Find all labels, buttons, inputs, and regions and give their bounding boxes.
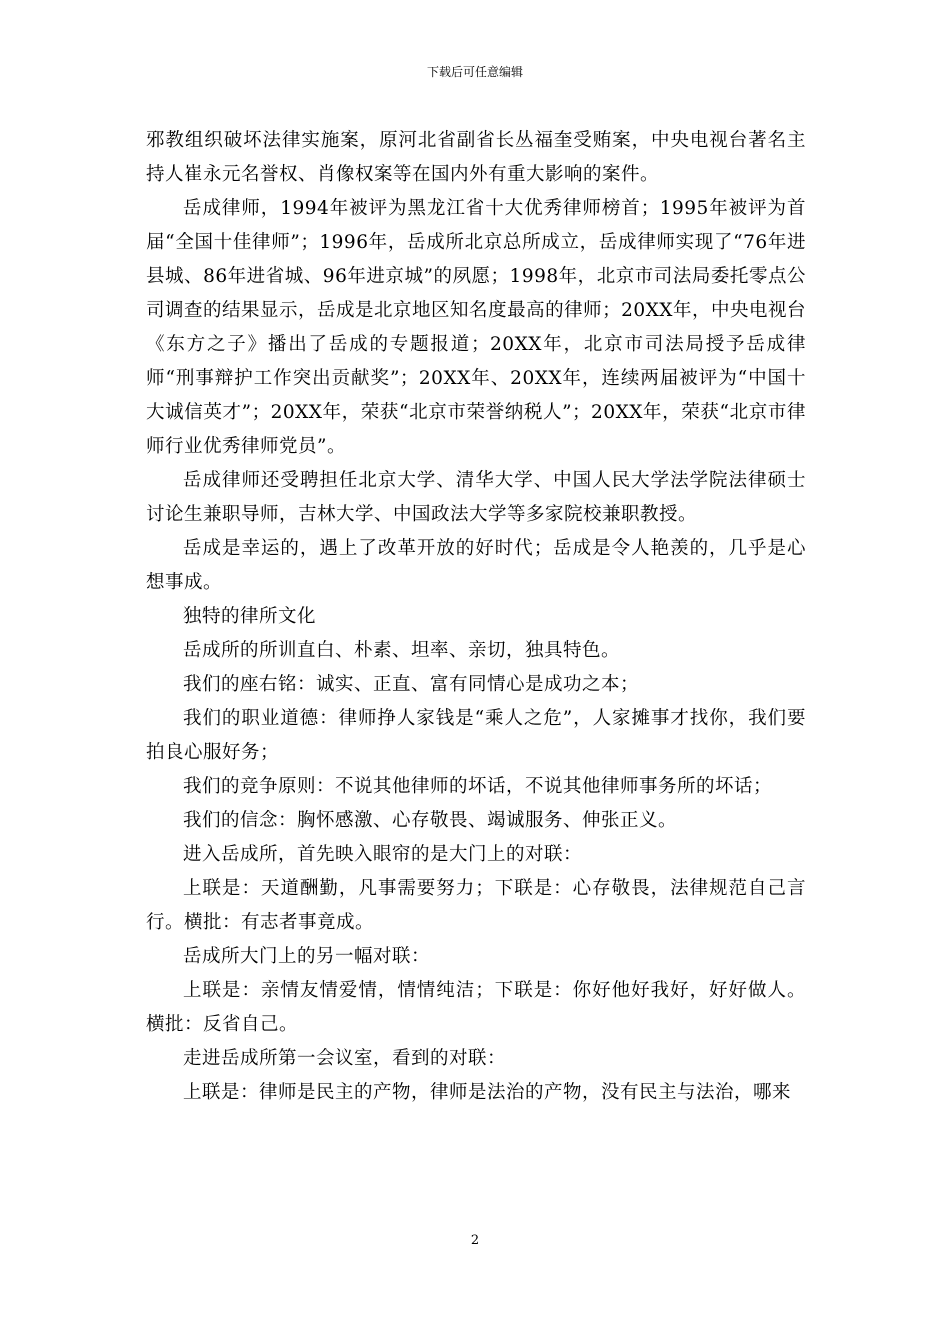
paragraph-10: 我们的信念：胸怀感激、心存敬畏、竭诚服务、伸张正义。: [183, 810, 678, 831]
paragraph-4: 岳成是幸运的，遇上了改革开放的好时代；岳成是令人艳羡的，几乎是心想事成。: [146, 538, 806, 593]
paragraph-11: 进入岳成所，首先映入眼帘的是大门上的对联：: [183, 844, 583, 865]
document-body: [146, 124, 806, 1110]
page-header: 下载后可任意编辑: [426, 65, 523, 79]
paragraph-15: 走进岳成所第一会议室，看到的对联：: [183, 1048, 507, 1069]
paragraph-3: 岳成律师还受聘担任北京大学、清华大学、中国人民大学法学院法律硕士讨论生兼职导师，吉林大学、中国政法大学等多家院校兼职教授。: [146, 470, 806, 525]
section-heading: 独特的律所文化: [183, 606, 317, 627]
paragraph-8: 我们的职业道德：律师挣人家钱是“乘人之危”，人家摊事才找你，我们要拍良心服好务；: [146, 708, 806, 763]
paragraph-6: 岳成所的所训直白、朴素、坦率、亲切，独具特色。: [183, 640, 621, 661]
paragraph-12: 上联是：天道酬勤，凡事需要努力；下联是：心存敬畏，法律规范自己言行。横批：有志者事竟成。: [146, 878, 806, 933]
paragraph-9: 我们的竞争原则：不说其他律师的坏话，不说其他律师事务所的坏话；: [183, 776, 773, 797]
paragraph-1: 邪教组织破坏法律实施案，原河北省副省长丛福奎受贿案，中央电视台著名主持人崔永元名誉权、肖像权案等在国内外有重大影响的案件。: [146, 130, 806, 185]
page-number: 2: [470, 1233, 480, 1248]
paragraph-16: 上联是：律师是民主的产物，律师是法治的产物，没有民主与法治，哪来: [183, 1082, 792, 1103]
paragraph-13: 岳成所大门上的另一幅对联：: [183, 946, 431, 967]
paragraph-7: 我们的座右铭：诚实、正直、富有同情心是成功之本；: [183, 674, 640, 695]
paragraph-2: 岳成律师，1994年被评为黑龙江省十大优秀律师榜首；1995年被评为首届“全国十佳律师”；1996年，岳成所北京总所成立，岳成律师实现了“76年进县城、86年进省城、96年进京城”的夙愿；1998年，北京市司法局委托零点公司调查的结果显示，岳成是北京地区知名度最高的律师；20XX年，中央电视台《东方之子》播出了岳成的专题报道；20XX年，北京市司法局授予岳成律师“刑事辩护工作突出贡献奖”；20XX年、20XX年，连续两届被评为“中国十大诚信英才”；20XX年，荣获“北京市荣誉纳税人”；20XX年，荣获“北京市律师行业优秀律师党员”。: [146, 198, 806, 457]
paragraph-14: 上联是：亲情友情爱情，情情纯洁；下联是：你好他好我好，好好做人。横批：反省自己。: [146, 980, 806, 1035]
